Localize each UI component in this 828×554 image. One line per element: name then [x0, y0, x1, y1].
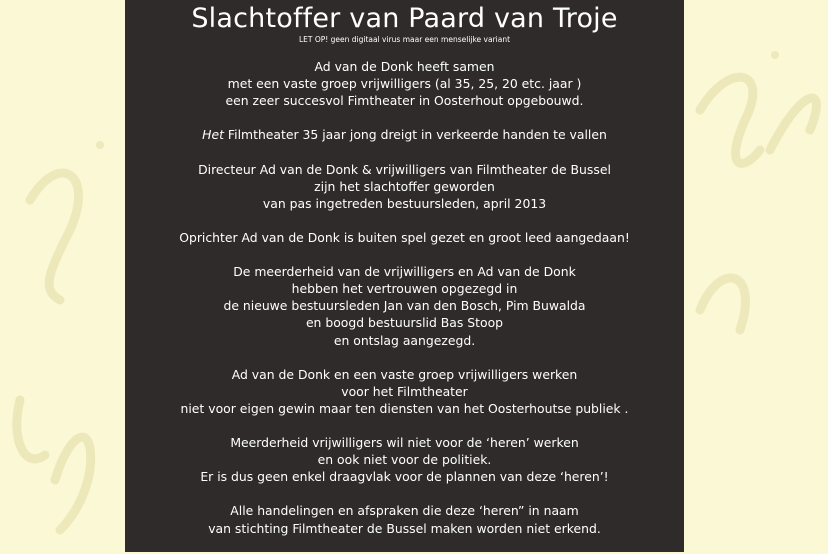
statement-body — [125, 58, 684, 554]
paragraph-no-confidence — [125, 263, 684, 348]
text-line: Er is dus geen enkel draagvlak voor de plannen van deze ‘heren’! — [200, 469, 609, 485]
paragraph-founder — [125, 229, 684, 246]
text-line: en ook niet voor de politiek. — [317, 452, 492, 468]
text-line: van stichting Filmtheater de Bussel maken worden niet erkend. — [208, 520, 601, 536]
text-line: een zeer succesvol Fimtheater in Oosterhout opgebouwd. — [225, 93, 584, 109]
text-line — [125, 126, 684, 143]
page-subtitle: LET OP! geen digitaal virus maar een menselijke variant — [298, 35, 511, 44]
paragraph-not-recognized — [125, 502, 684, 536]
text-line: Alle handelingen en afspraken die deze ‘heren” in naam — [230, 503, 579, 519]
text-line: en boogd bestuurslid Bas Stoop — [305, 315, 504, 331]
text-line: hebben het vertrouwen opgezegd in — [291, 281, 518, 297]
text-line: met een vaste groep vrijwilligers (al 35, 25, 20 etc. jaar ) — [227, 76, 582, 92]
paragraph-threat — [125, 126, 684, 143]
page-title: Slachtoffer van Paard van Troje — [191, 3, 618, 34]
paragraph-intro — [125, 58, 684, 109]
text-line: niet voor eigen gewin maar ten diensten van het Oosterhoutse publiek . — [180, 400, 629, 416]
text-line: Ad van de Donk en een vaste groep vrijwilligers werken — [231, 366, 578, 382]
paragraph-victims — [125, 161, 684, 212]
text-line: Ad van de Donk heeft samen — [314, 59, 495, 74]
text-line: van pas ingetreden bestuursleden, april 2013 — [262, 195, 547, 211]
text-line: de nieuwe bestuursleden Jan van den Bosch, Pim Buwalda — [223, 298, 586, 314]
text-line: en ontslag aangezegd. — [333, 332, 476, 348]
text-line: Oprichter Ad van de Donk is buiten spel gezet en groot leed aangedaan! — [179, 229, 630, 245]
paragraph-majority — [125, 434, 684, 485]
text-line: Directeur Ad van de Donk & vrijwilligers van Filmtheater de Bussel — [198, 161, 611, 177]
text-fragment: Filmtheater 35 jaar jong dreigt in verkeerde handen te vallen — [223, 127, 607, 143]
text-line: voor het Filmtheater — [341, 383, 468, 399]
text-line: De meerderheid van de vrijwilligers en Ad van de Donk — [233, 264, 576, 280]
paragraph-volunteers — [125, 366, 684, 417]
text-line: zijn het slachtoffer geworden — [314, 178, 495, 194]
text-line: Meerderheid vrijwilligers wil niet voor de ‘heren’ werken — [230, 435, 579, 451]
poster-panel — [125, 0, 684, 552]
emphasis-word: Het — [202, 127, 224, 143]
